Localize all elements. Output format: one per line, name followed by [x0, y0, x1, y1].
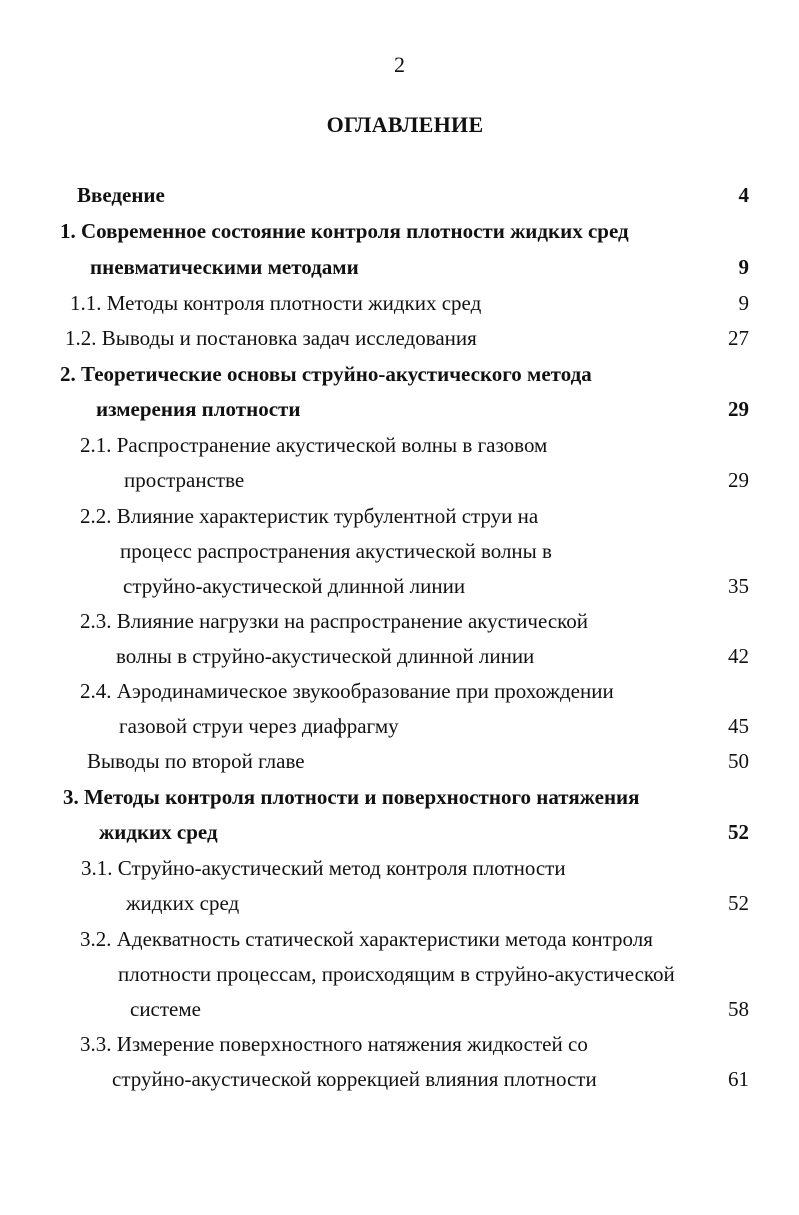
toc-entry-text: струйно-акустической коррекцией влияния плотности: [112, 1067, 597, 1091]
toc-entry: [87, 746, 749, 776]
toc-entry-page: 52: [728, 820, 749, 844]
dot-leader: [311, 767, 722, 768]
toc-entry-page: 9: [738, 291, 749, 315]
dot-leader: [245, 909, 722, 910]
toc-entry-text: 3.1. Струйно-акустический метод контроля плотности: [81, 856, 566, 880]
toc-entry-page: 9: [738, 255, 749, 279]
toc-entry: [80, 430, 547, 460]
toc-entry-text: системе: [130, 997, 201, 1021]
toc-entry: [77, 180, 749, 210]
toc-entry: [120, 536, 552, 566]
toc-entry: [63, 782, 640, 812]
toc-entry: [112, 1064, 749, 1094]
toc-entry-text: измерения плотности: [96, 397, 301, 421]
toc-entry: [80, 924, 653, 954]
dot-leader: [365, 273, 733, 274]
toc-entry-text: 1.2. Выводы и постановка задач исследования: [65, 326, 477, 350]
toc-entry: [80, 1029, 588, 1059]
toc-entry: [80, 676, 614, 706]
toc-entry-text: жидких сред: [126, 891, 240, 915]
toc-entry: [123, 571, 749, 601]
toc-entry: [99, 817, 749, 847]
toc-entry: [80, 606, 588, 636]
toc-entry-text: плотности процессам, происходящим в струйно-акустической: [118, 962, 675, 986]
toc-entry-text: пневматическими методами: [90, 255, 359, 279]
toc-entry-text: 1.1. Методы контроля плотности жидких сред: [70, 291, 482, 315]
toc-entry-text: 2.3. Влияние нагрузки на распространение акустической: [80, 609, 589, 633]
toc-entry-page: 27: [728, 326, 749, 350]
toc-entry-page: 4: [738, 183, 749, 207]
dot-leader: [224, 838, 722, 839]
toc-entry: [90, 252, 749, 282]
dot-leader: [603, 1085, 722, 1086]
toc-entry: [119, 711, 749, 741]
toc-entry-page: 35: [728, 574, 749, 598]
toc-entry-text: жидких сред: [99, 820, 218, 844]
toc-entry-text: 2.1. Распространение акустической волны в газовом: [80, 433, 548, 457]
dot-leader: [171, 201, 733, 202]
toc-entry-page: 61: [728, 1067, 749, 1091]
toc-entry: [126, 888, 749, 918]
dot-leader: [540, 662, 722, 663]
toc-entry: [70, 288, 749, 318]
toc-entry-text: 1. Современное состояние контроля плотности жидких сред: [60, 219, 629, 243]
toc-entry: [65, 323, 749, 353]
toc-entry-page: 29: [728, 397, 749, 421]
toc-entry-text: 2.2. Влияние характеристик турбулентной струи на: [80, 504, 539, 528]
toc-entry-page: 29: [728, 468, 749, 492]
toc-entry-page: 42: [728, 644, 749, 668]
toc-entry-text: 3. Методы контроля плотности и поверхностного натяжения: [63, 785, 640, 809]
toc-entry: [118, 959, 675, 989]
dot-leader: [250, 486, 722, 487]
toc-entry-page: 52: [728, 891, 749, 915]
toc-entry: [116, 641, 749, 671]
toc-entry-text: процесс распространения акустической волны в: [120, 539, 552, 563]
toc-entry: [81, 853, 566, 883]
toc-entry-text: газовой струи через диафрагму: [119, 714, 399, 738]
dot-leader: [207, 1015, 722, 1016]
dot-leader: [471, 592, 722, 593]
dot-leader: [487, 309, 732, 310]
toc-entry-page: 50: [728, 749, 749, 773]
page-number: 2: [394, 52, 405, 77]
toc-entry-text: 2.4. Аэродинамическое звукообразование при прохождении: [80, 679, 614, 703]
toc-entry-text: 3.2. Адекватность статической характеристики метода контроля: [80, 927, 653, 951]
toc-entry-text: Выводы по второй главе: [87, 749, 305, 773]
dot-leader: [483, 344, 722, 345]
toc-entry-page: 58: [728, 997, 749, 1021]
toc-entry-text: 2. Теоретические основы струйно-акустического метода: [60, 362, 592, 386]
toc-entry: [96, 394, 749, 424]
toc-entry: [60, 359, 592, 389]
toc-title: ОГЛАВЛЕНИЕ: [326, 112, 484, 137]
toc-entry-page: 45: [728, 714, 749, 738]
toc-entry-text: струйно-акустической длинной линии: [123, 574, 466, 598]
toc-entry: [130, 994, 749, 1024]
toc-entry: [60, 216, 629, 246]
toc-entry-text: 3.3. Измерение поверхностного натяжения жидкостей со: [80, 1032, 588, 1056]
dot-leader: [306, 415, 722, 416]
toc-entry-text: пространстве: [124, 468, 245, 492]
toc-entry-text: волны в струйно-акустической длинной линии: [116, 644, 535, 668]
toc-entry-text: Введение: [77, 183, 165, 207]
dot-leader: [405, 732, 722, 733]
toc-entry: [124, 465, 749, 495]
toc-entry: [80, 501, 538, 531]
